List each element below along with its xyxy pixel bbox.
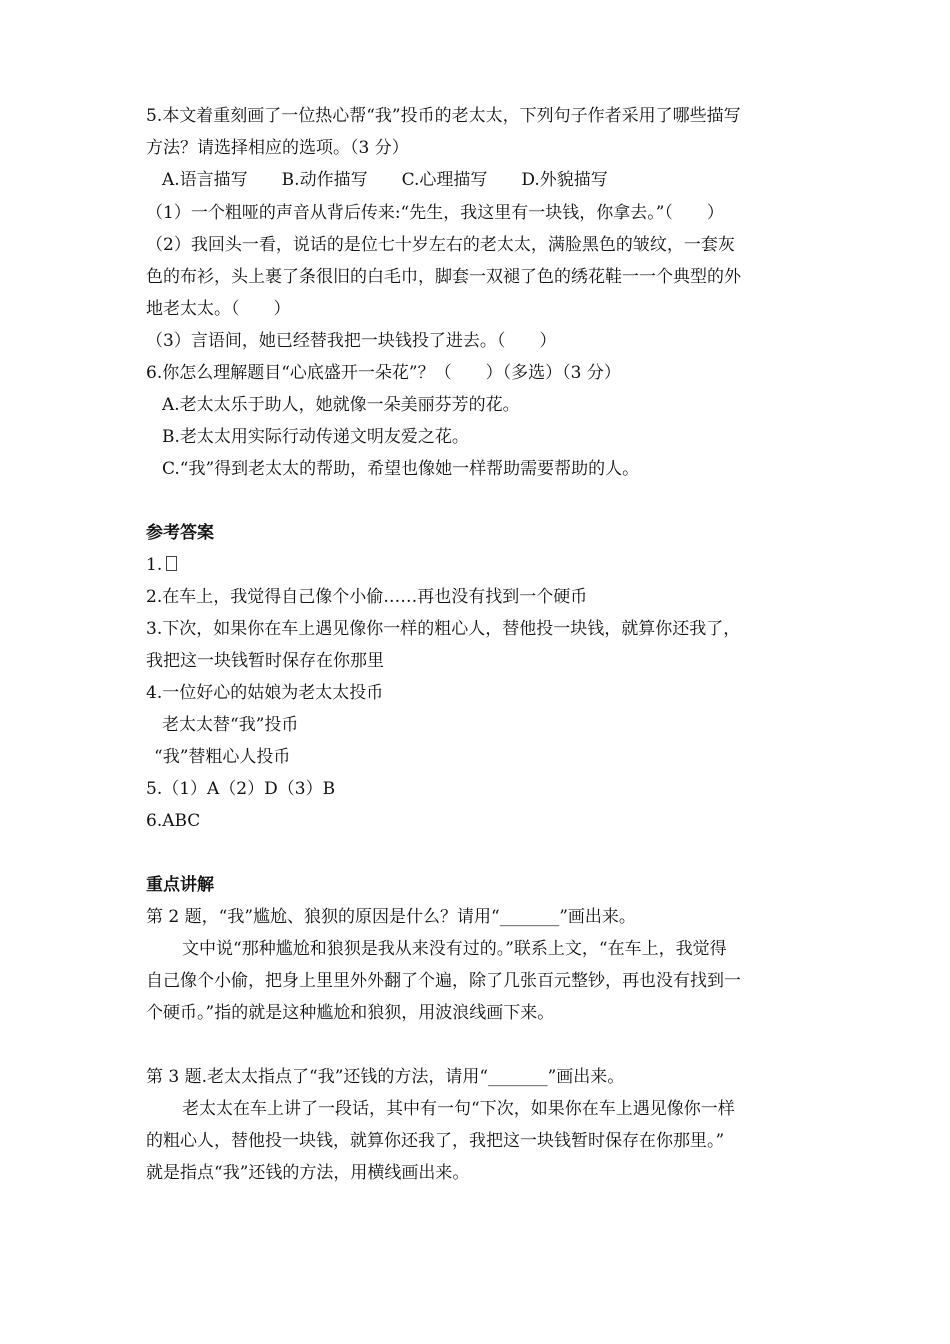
explanation-q3-line-3: 就是指点“我”还钱的方法，用横线画出来。 <box>146 1163 470 1183</box>
q5-options: A.语言描写 B.动作描写 C.心理描写 D.外貌描写 <box>162 170 608 190</box>
answer-4-line-2: 老太太替“我”投币 <box>162 715 299 735</box>
answer-5: 5.（1）A（2）D（3）B <box>146 779 336 799</box>
explanation-q2-line-2: 自己像个小偷，把身上里里外外翻了个遍，除了几张百元整钞，再也没有找到一 <box>146 971 741 991</box>
q6-option-b: B.老太太用实际行动传递文明友爱之花。 <box>162 427 469 447</box>
explanation-q2-line-3: 个硬币。”指的就是这种尴尬和狼狈，用波浪线画下来。 <box>146 1003 555 1023</box>
q5-sentence-2-line-2: 色的布衫，头上裹了条很旧的白毛巾，脚套一双褪了色的绣花鞋一一个典型的外 <box>146 267 741 287</box>
answer-4-line-1: 4.一位好心的姑娘为老太太投币 <box>146 683 384 703</box>
answer-2: 2.在车上，我觉得自己像个小偷……再也没有找到一个硬币 <box>146 587 588 607</box>
q5-sentence-2-line-1: （2）我回头一看，说话的是位七十岁左右的老太太，满脸黑色的皱纹，一套灰 <box>146 235 735 255</box>
explanation-q3-line-1: 老太太在车上讲了一段话，其中有一句“下次，如果你在车上遇见像你一样 <box>182 1099 735 1119</box>
answer-3-line-1: 3.下次，如果你在车上遇见像你一样的粗心人，替他投一块钱，就算你还我了， <box>146 619 741 639</box>
explanation-q2-line-1: 文中说“那种尴尬和狼狈是我从来没有过的。”联系上文，“在车上，我觉得 <box>182 939 727 959</box>
answer-3-line-2: 我把这一块钱暂时保存在你那里 <box>146 651 384 671</box>
answer-4-line-3: “我”替粗心人投币 <box>154 747 291 767</box>
q6-stem: 6.你怎么理解题目“心底盛开一朵花”？（ ）（多选）（3 分） <box>146 363 621 383</box>
q6-option-a: A.老太太乐于助人，她就像一朵美丽芬芳的花。 <box>162 395 520 415</box>
q5-sentence-3: （3）言语间，她已经替我把一块钱投了进去。（ ） <box>146 331 557 351</box>
explanation-q3-title: 第 3 题.老太太指点了“我”还钱的方法，请用“_______”画出来。 <box>146 1067 625 1087</box>
q5-stem-line-1: 5.本文着重刻画了一位热心帮“我”投币的老太太，下列句子作者采用了哪些描写 <box>146 106 741 126</box>
q6-option-c: C.“我”得到老太太的帮助，希望也像她一样帮助需要帮助的人。 <box>162 459 640 479</box>
explanation-q3-line-2: 的粗心人，替他投一块钱，就算你还我了，我把这一块钱暂时保存在你那里。” <box>146 1131 725 1151</box>
explanation-heading: 重点讲解 <box>146 875 214 895</box>
answer-1-label: 1. <box>146 555 163 575</box>
answer-1 <box>146 555 177 577</box>
explanation-q2-title: 第 2 题，“我”尴尬、狼狈的原因是什么？请用“_______”画出来。 <box>146 907 636 927</box>
q5-sentence-1: （1）一个粗哑的声音从背后传来:“先生，我这里有一块钱，你拿去。”（ ） <box>146 203 724 223</box>
q5-sentence-2-line-3: 地老太太。（ ） <box>146 299 291 319</box>
answer-6: 6.ABC <box>146 811 201 831</box>
answers-heading: 参考答案 <box>146 523 214 543</box>
missing-glyph-box <box>166 556 177 571</box>
q5-stem-line-2: 方法？请选择相应的选项。（3 分） <box>146 138 409 158</box>
